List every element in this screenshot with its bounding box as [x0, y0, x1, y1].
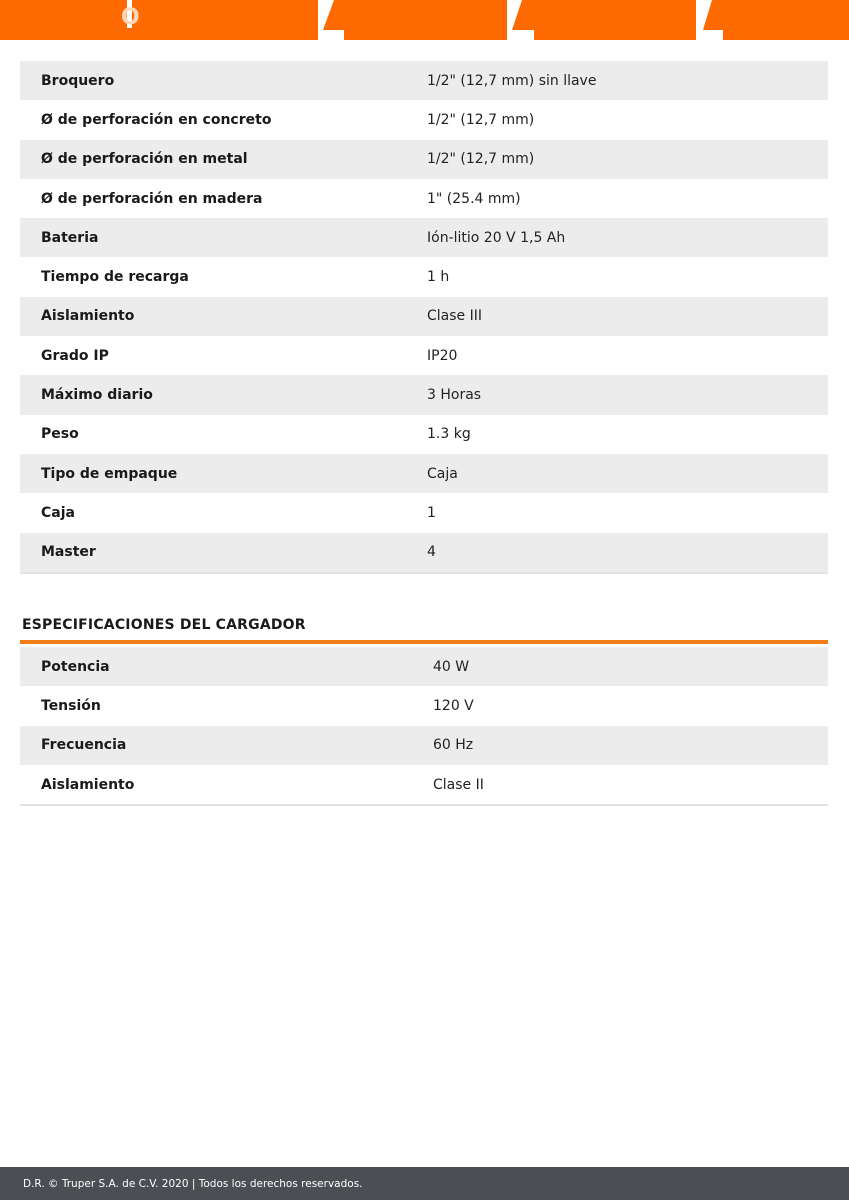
spec-value: 1.3 kg	[427, 426, 471, 443]
spec-value: 60 Hz	[433, 737, 474, 754]
spec-value: 1	[427, 504, 436, 521]
spec-row	[20, 61, 828, 100]
spec-label: Aislamiento	[41, 308, 135, 325]
spec-label: Tiempo de recarga	[41, 269, 189, 286]
spec-value: 120 V	[433, 697, 474, 714]
spec-row	[20, 493, 828, 532]
orange-stripe-graphic	[0, 0, 849, 40]
charger-specs-table	[20, 647, 828, 806]
spec-row	[20, 179, 828, 218]
charger-section-title: ESPECIFICACIONES DEL CARGADOR	[22, 617, 306, 633]
spec-row	[20, 686, 828, 725]
spec-label: Potencia	[41, 658, 110, 675]
spec-row	[20, 140, 828, 179]
section-divider	[20, 640, 828, 644]
header-banner	[0, 0, 849, 40]
product-specs-table	[20, 61, 828, 574]
spec-value: IP20	[427, 347, 458, 364]
spec-value: 4	[427, 544, 436, 561]
spec-row	[20, 726, 828, 765]
spec-label: Frecuencia	[41, 737, 127, 754]
spec-label: Tensión	[41, 697, 101, 714]
spec-value: 1" (25.4 mm)	[427, 190, 521, 207]
spec-label: Broquero	[41, 72, 115, 89]
spec-label: Ø de perforación en concreto	[41, 111, 272, 128]
spec-row	[20, 454, 828, 493]
spec-row	[20, 336, 828, 375]
spec-row	[20, 415, 828, 454]
spec-value: 1/2" (12,7 mm) sin llave	[427, 72, 597, 89]
spec-label: Ø de perforación en madera	[41, 190, 263, 207]
spec-row	[20, 533, 828, 572]
spec-row	[20, 218, 828, 257]
spec-label: Grado IP	[41, 347, 109, 364]
spec-row	[20, 100, 828, 139]
spec-label: Tipo de empaque	[41, 465, 178, 482]
spec-row	[20, 257, 828, 296]
spec-label: Bateria	[41, 229, 99, 246]
spec-label: Caja	[41, 504, 75, 521]
spec-row	[20, 765, 828, 804]
spec-value: 40 W	[433, 658, 470, 675]
spec-value: 3 Horas	[427, 387, 482, 404]
spec-label: Máximo diario	[41, 387, 153, 404]
copyright-text: D.R. © Truper S.A. de C.V. 2020 | Todos los derechos reservados.	[23, 1177, 363, 1190]
spec-value: 1 h	[427, 269, 450, 286]
spec-label: Aislamiento	[41, 776, 135, 793]
spec-value: 1/2" (12,7 mm)	[427, 151, 535, 168]
spec-label: Master	[41, 544, 96, 561]
footer-bar	[0, 1167, 849, 1200]
spec-row	[20, 375, 828, 414]
svg-text:O: O	[121, 5, 140, 30]
spec-value: Caja	[427, 465, 458, 482]
spec-row	[20, 647, 828, 686]
spec-value: Clase III	[427, 308, 482, 325]
spec-row	[20, 297, 828, 336]
spec-value: Ión-litio 20 V 1,5 Ah	[427, 229, 566, 246]
spec-label: Ø de perforación en metal	[41, 151, 248, 168]
spec-label: Peso	[41, 426, 79, 443]
spec-value: Clase II	[433, 776, 484, 793]
spec-value: 1/2" (12,7 mm)	[427, 111, 535, 128]
